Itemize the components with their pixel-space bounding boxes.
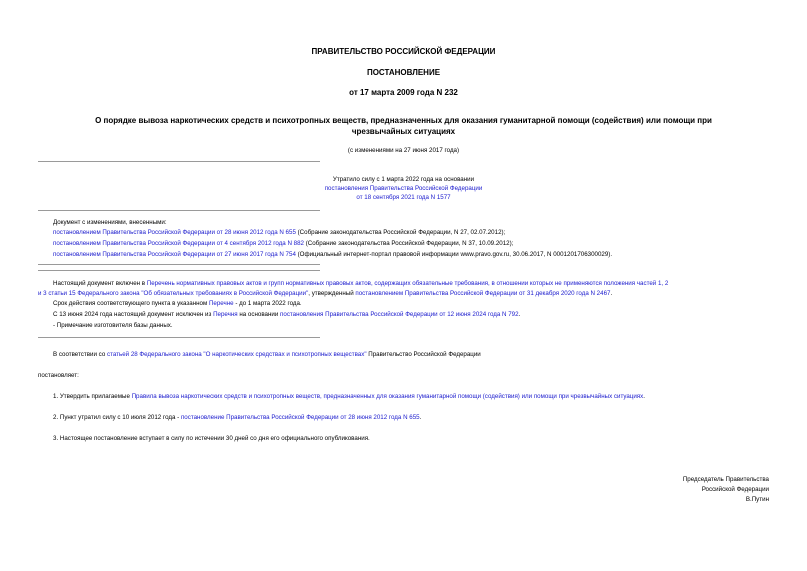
- signature-name: В.Путин: [745, 496, 769, 503]
- amendment-link[interactable]: постановлением Правительства Российской Федерации от 4 сентября 2012 года N 882: [53, 240, 304, 247]
- rules-link[interactable]: Правила вывоза наркотических средств и психотропных веществ, предназначенных для оказания гуманитарной помощи (содействия) или помощи при чрезвычайных ситуациях: [131, 393, 644, 400]
- divider: [38, 270, 320, 271]
- clause-text: 2. Пункт утратил силу с 10 июля 2012 года -: [53, 414, 181, 421]
- list-link[interactable]: Перечень нормативных правовых актов и групп нормативных правовых актов, содержащих обязательные требования, в отношении которых не применяются положения частей 1, 2: [146, 280, 669, 287]
- document-title-line1: О порядке вывоза наркотических средств и психотропных веществ, предназначенных для оказания гуманитарной помощи (содействия) или помощи при: [95, 116, 712, 125]
- notice-text: С 13 июня 2024 года настоящий документ исключен из: [53, 311, 214, 318]
- notice-line: [38, 290, 612, 299]
- list-link[interactable]: Перечня: [213, 311, 238, 318]
- preamble: [53, 351, 481, 360]
- expired-basis-link-date[interactable]: от 18 сентября 2021 года N 1577: [356, 194, 451, 201]
- amendment-source: (Собрание законодательства Российской Федерации, N 37, 10.09.2012);: [303, 240, 514, 247]
- clause-1: [53, 393, 645, 402]
- law-article-link[interactable]: статьей 28 Федерального закона "О наркотических средствах и психотропных веществах": [106, 351, 367, 358]
- decrees-word: постановляет:: [38, 372, 79, 379]
- clause-text: .: [643, 393, 645, 400]
- notice-line: [53, 311, 520, 320]
- notice-text: .: [518, 311, 521, 318]
- notice-text: Срок действия соответствующего пункта в указанном: [53, 300, 209, 307]
- amendment-source: (Собрание законодательства Российской Федерации, N 27, 02.07.2012);: [295, 229, 506, 236]
- list-link[interactable]: Перечне: [208, 300, 234, 307]
- list-item: [53, 251, 612, 260]
- preamble-text: В соответствии со: [53, 351, 107, 358]
- divider: [38, 210, 320, 211]
- signature-title-2: Российской Федерации: [701, 486, 769, 493]
- expired-basis-link[interactable]: постановления Правительства Российской Федерации: [324, 185, 483, 192]
- preamble-text: Правительство Российской Федерации: [366, 351, 481, 358]
- resolution-link[interactable]: постановление Правительства Российской Федерации от 28 июня 2012 года N 655: [180, 414, 420, 421]
- clause-3: 3. Настоящее постановление вступает в силу по истечении 30 дней со дня его официального опубликования.: [53, 435, 370, 442]
- amendment-link[interactable]: постановлением Правительства Российской Федерации от 27 июня 2017 года N 754: [53, 251, 296, 258]
- doc-type-heading: ПОСТАНОВЛЕНИЕ: [366, 68, 441, 77]
- clause-text: .: [419, 414, 422, 421]
- notice-line: [53, 280, 668, 289]
- expired-notice: Утратило силу с 1 марта 2022 года на основании: [332, 176, 475, 183]
- resolution-link[interactable]: постановлением Правительства Российской Федерации от 31 декабря 2020 года N 2467: [355, 290, 611, 297]
- signature-title: Председатель Правительства: [682, 476, 769, 483]
- amendment-source: (Официальный интернет-портал правовой информации www.pravo.gov.ru, 30.06.2017, N 0001201706300029).: [295, 251, 613, 258]
- divider: [38, 161, 320, 162]
- clause-text: 1. Утвердить прилагаемые: [53, 393, 132, 400]
- clause-2: [53, 414, 421, 423]
- government-heading: ПРАВИТЕЛЬСТВО РОССИЙСКОЙ ФЕДЕРАЦИИ: [311, 47, 496, 56]
- list-item: [53, 229, 505, 238]
- notice-text: Настоящий документ включен в: [53, 280, 147, 287]
- document-title-line2: чрезвычайных ситуациях: [351, 127, 456, 136]
- divider: [38, 264, 320, 265]
- date-number-heading: от 17 марта 2009 года N 232: [349, 88, 458, 97]
- amendment-link[interactable]: постановлением Правительства Российской Федерации от 28 июня 2012 года N 655: [53, 229, 296, 236]
- resolution-link[interactable]: постановления Правительства Российской Федерации от 12 июня 2024 года N 792: [280, 311, 519, 318]
- list-item: [53, 240, 513, 249]
- publisher-note: - Примечание изготовителя базы данных.: [53, 322, 173, 329]
- amendments-note: (с изменениями на 27 июня 2017 года): [347, 147, 460, 154]
- notice-line: [53, 300, 302, 309]
- divider: [38, 337, 320, 338]
- notice-text: .: [610, 290, 613, 297]
- notice-text: - до 1 марта 2022 года.: [233, 300, 302, 307]
- notice-text: , утвержденный: [308, 290, 356, 297]
- notice-text: на основании: [237, 311, 281, 318]
- changes-intro: Документ с изменениями, внесенными:: [53, 219, 167, 226]
- law-link[interactable]: и 3 статьи 15 Федерального закона "Об обязательных требованиях в Российской Федерации": [38, 290, 309, 297]
